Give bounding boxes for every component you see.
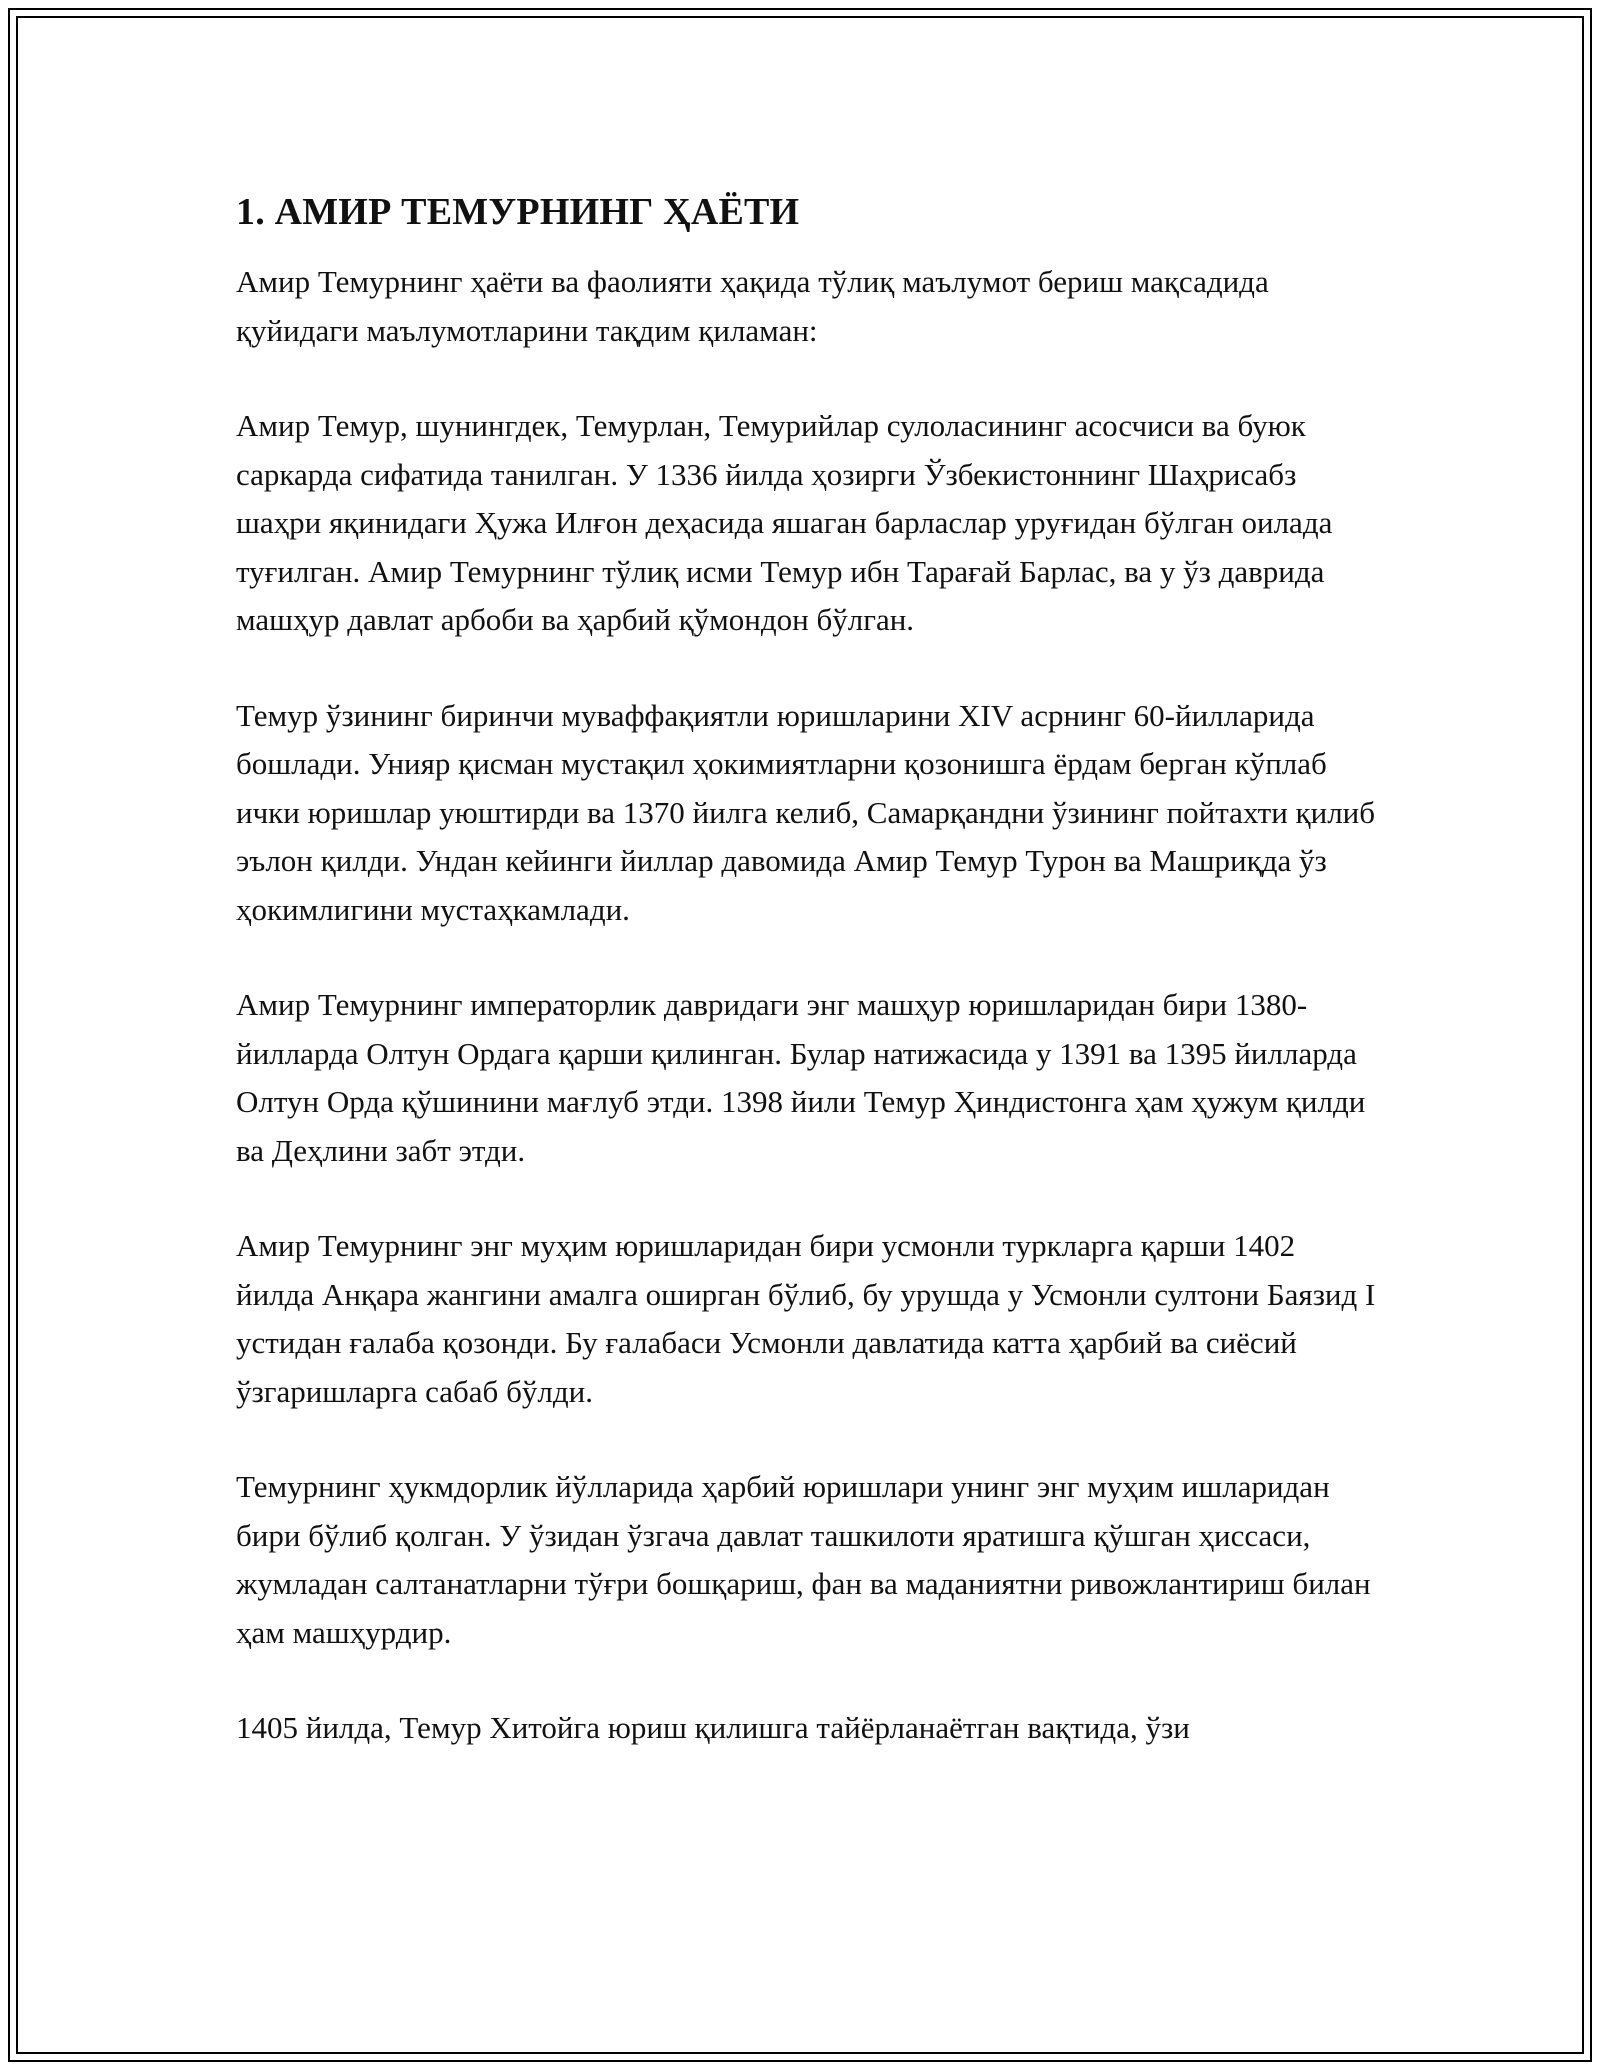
paragraph-death: 1405 йилда, Темур Хитойга юриш қилишга тайёрланаётган вақтида, ўзи [236,1710,1190,1745]
paragraph-ankara-battle: Амир Темурнинг энг муҳим юришларидан бири усмонли туркларга қарши 1402 йилда Анқара жангини амалга оширган бўлиб, бу урушда у Усмонли султони Баязид I устидан ғалаба қозонди. Бу ғалабаси Усмонли давлатида катта ҳарбий ва сиёсий ўзгаришларга сабаб бўлди. [236,1228,1376,1409]
document-body [236,188,1376,1753]
section-heading: 1. АМИР ТЕМУРНИНГ ҲАЁТИ [236,191,800,233]
paragraph-birth: Амир Темур, шунингдек, Темурлан, Темурийлар сулоласининг асосчиси ва буюк саркарда сифатида танилган. У 1336 йилда ҳозирги Ўзбекистоннинг Шаҳрисабз шаҳри яқинидаги Ҳужа Илғон деҳасида яшаган барласлар уруғидан бўлган оилада туғилган. Амир Темурнинг тўлиқ исми Темур ибн Тарағай Барлас, ва у ўз даврида машҳур давлат арбоби ва ҳарбий қўмондон бўлган. [236,408,1333,637]
paragraph-intro: Амир Темурнинг ҳаёти ва фаолияти ҳақида тўлиқ маълумот бериш мақсадида қуйидаги маълумотларини тақдим қиламан: [236,264,1269,348]
paragraph-early-campaigns: Темур ўзининг биринчи муваффақиятли юришларини XIV асрнинг 60-йилларида бошлади. Унияр қисман мустақил ҳокимиятларни қозонишга ёрдам берган кўплаб ички юришлар уюштирди ва 1370 йилга келиб, Самарқандни ўзининг пойтахти қилиб эълон қилди. Ундан кейинги йиллар давомида Амир Темур Турон ва Машриқда ўз ҳокимлигини мустаҳкамлади. [236,697,1376,927]
paragraph-golden-horde: Амир Темурнинг императорлик давридаги энг машҳур юришларидан бири 1380-йилларда Олтун Ордага қарши қилинган. Булар натижасида у 1391 ва 1395 йилларда Олтун Орда қўшинини мағлуб этди. 1398 йили Темур Ҳиндистонга ҳам ҳужум қилди ва Деҳлини забт этди. [236,987,1366,1168]
paragraph-legacy: Темурнинг ҳукмдорлик йўлларида ҳарбий юришлари унинг энг муҳим ишларидан бири бўлиб қолган. У ўзидан ўзгача давлат ташкилоти яратишга қўшган ҳиссаси, жумладан салтанатларни тўғри бошқариш, фан ва маданиятни ривожлантириш билан ҳам машҳурдир. [236,1469,1371,1650]
